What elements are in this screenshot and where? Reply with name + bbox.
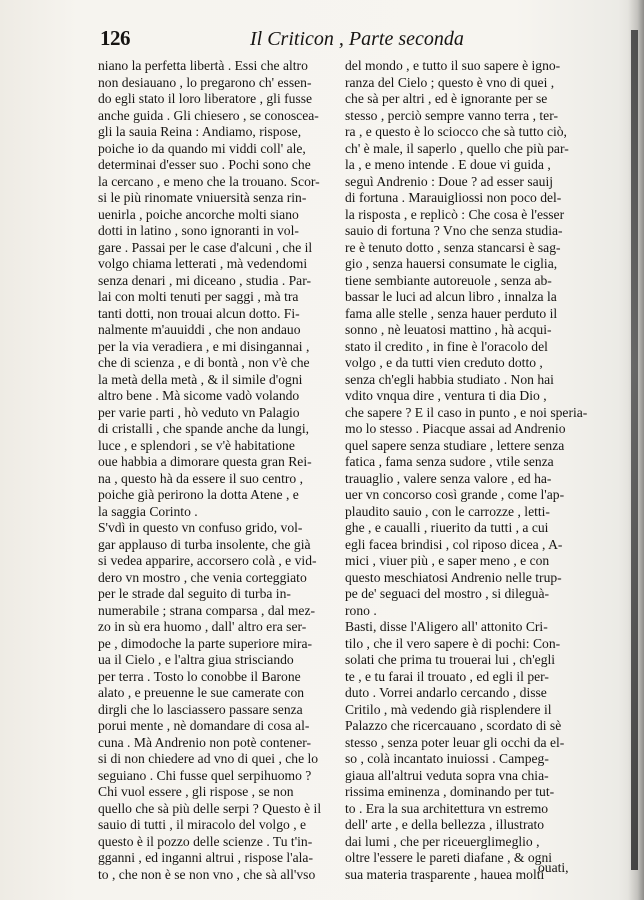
text-line: la , e meno intende . E doue vi guida , [345,157,551,172]
text-line: poiche già perirono la dotta Atene , e [98,487,299,502]
text-line: seguiano . Chi fusse quel serpihuomo ? [98,767,312,783]
text-line: to . Era la sua architettura vn estremo [345,800,549,816]
text-line: la saggia Corinto . [98,503,198,519]
text-line: ranza del Cielo ; questo è vno di quei , [345,74,555,90]
text-line: solati che prima tu trouerai lui , ch'egli [345,652,556,667]
text-line: si di non chiedere ad vno di quei , che lo [98,751,319,766]
text-line: ra , e questo è lo sciocco che sà tutto ciò, [345,124,567,139]
text-line: sonno , nè leuatosi mattino , hà acqui- [345,322,552,337]
text-line: poiche io da quando mi viddi coll' ale, [98,140,306,156]
text-line: pe de' seguaci del mostro , si dileguà- [345,586,550,601]
text-line: so , colà incantato inuiossi . Campeg- [345,751,549,766]
text-line: sauio di fortuna ? Vno che senza studia- [345,223,563,238]
text-line: rono . [345,602,377,618]
text-line: la cercano , e meno che la trouano. Scor- [98,173,320,189]
text-line: seguì Andrenio : Doue ? ad esser sauij [345,173,554,189]
text-line: volgo , e da tutti vien creduto dotto , [345,355,543,370]
text-line: stesso , perciò sempre vanno terra , ter- [345,107,558,123]
text-line: rissima eminenza , dominando per tut- [345,784,555,799]
text-line: Palazzo che ricercauano , scordato di sè [345,718,562,733]
text-line: sua materia trasparente , hauea molti [345,866,545,882]
text-line: gar applauso di turba insolente, che già [98,536,311,552]
text-line: per varie parti , hò veduto vn Palagio [98,404,300,420]
text-line: oue habbia a dimorare questa gran Rei- [98,454,312,469]
text-line: Basti, disse l'Aligero all' attonito Cri- [345,619,548,634]
text-line: gare . Passai per le case d'alcuni , che il [98,239,313,255]
text-line: bassar le luci ad alcun libro , innalza la [345,289,557,304]
text-line: la metà della metà , & il simile d'ogni [98,371,303,387]
text-line: oltre l'essere le pareti diafane , & ogni [345,850,553,865]
text-line: giaua all'altrui veduta sopra vna chia- [345,767,549,783]
text-line: numerabile ; strana comparsa , dal mez- [98,602,316,618]
text-line: per la via veradiera , e mi disingannai , [98,338,310,354]
text-line: porui mente , nè domandare di cosa al- [98,718,310,733]
text-line: stesso , senza poter leuar gli occhi da el- [345,734,565,750]
text-line: questo è il pozzo delle scienze . Tu t'in- [98,833,313,849]
text-line: senza denari , mi diceano , studia . Par- [98,272,311,288]
text-line: questo meschiatosi Andrenio nelle trup- [345,569,562,585]
text-line: di cristalli , che spande anche da lungi, [98,421,310,436]
binding-edge [631,30,638,870]
text-line: re è tenuto dotto , senza stancarsi è sag- [345,239,561,255]
text-line: si le più rinomate vniuersità senza rin- [98,190,307,205]
text-line: anche guida . Gli chiesero , se conoscea- [98,107,319,123]
text-line: lai con molti tenuti per saggi , mà tra [98,289,299,304]
text-line: tilo , che il vero sapere è di pochi: Con- [345,635,561,651]
right-text-column [345,58,593,883]
text-line: Critilo , mà vedendo già risplendere il [345,701,552,717]
text-line: niano la perfetta libertà . Essi che altro [98,58,308,73]
text-line: non desiauano , lo pregarono ch' essen- [98,74,312,90]
text-line: ghe , e caualli , riuerito da tutti , a cui [345,520,549,535]
text-line: di fortuna . Marauigliossi non poco del- [345,190,562,205]
text-line: dero vn mostro , che venia corteggiato [98,569,307,585]
text-line: vdito vnqua dire , ventura ti dia Dio , [345,388,547,403]
text-line: mici , viuer più , e saper meno , e con [345,553,550,568]
text-line: sauio di tutti , il miracolo del volgo , e [98,817,307,832]
text-line: dai lumi , che per riceuerglimeglio , [345,833,540,849]
text-line: altro bene . Mà sicome vadò volando [98,388,300,403]
text-line: uenirla , poiche ancorche molti siano [98,206,299,222]
text-line: dell' arte , e della bellezza , illustrato [345,817,545,832]
text-line: quel sapere senza studiare , lettere senza [345,437,565,453]
text-line: alato , e preuenne le sue camerate con [98,685,305,700]
text-line: pe , dimodoche la parte superiore mira- [98,635,313,651]
text-line: egli facea brindisi , col riposo dicea , A- [345,536,563,552]
text-line: dotti in latino , sono ignoranti in vol- [98,223,299,238]
text-line: ch' è male, il saperlo , quello che più par- [345,140,569,156]
text-line: gli la sauia Reina : Andiamo, rispose, [98,124,302,139]
left-text-column [98,58,340,883]
text-line: fama alle stelle , senza hauer perduto il [345,305,558,321]
text-line: zo in sù era huomo , dall' altro era ser- [98,619,307,634]
text-line: uer vn concorso così grande , come l'ap- [345,487,565,502]
text-line: plaudito sauio , con le carrozze , letti- [345,503,550,519]
text-line: tanti dotti, non trouai alcun dotto. Fi- [98,305,300,321]
text-line: quello che sà più delle serpi ? Questo è il [98,800,322,816]
text-line: S'vdì in questo vn confuso grido, vol- [98,520,303,535]
text-line: luce , e splendori , se v'è habitatione [98,437,295,453]
text-line: senza ch'egli habbia studiato . Non hai [345,371,554,387]
text-line: gio , senza hauersi consumate le ciglia, [345,256,558,271]
text-line: dirgli che lo lasciassero passare senza [98,701,303,717]
text-line: determinai d'esser suo . Pochi sono che [98,157,311,172]
text-line: duto . Vorrei andarlo cercando , disse [345,685,547,700]
text-line: stato il credito , in fine è l'oracolo del [345,338,548,354]
text-line: che sapere ? E il caso in punto , e noi speria- [345,404,588,420]
text-line: che di scienza , e di bontà , non v'è che [98,355,310,370]
page-header [100,26,570,52]
text-line: te , e tu farai il trouato , ed egli il per- [345,668,549,684]
text-line: to , che non è se non vno , che sà all'vso [98,866,316,882]
text-line: na , questo hà da essere il suo centro , [98,470,303,486]
catchword: ouati, [538,860,569,875]
running-title: Il Criticon , Parte seconda [250,28,464,50]
text-line: mo lo stesso . Piacque assai ad Andrenio [345,421,566,436]
text-line: che sà per altri , ed è ignorante per se [345,91,548,106]
page-number: 126 [100,26,130,50]
text-line: per le strade dal seguito di turba in- [98,586,291,601]
text-line: si vedea apparire, accorsero colà , e vid- [98,553,317,568]
text-line: ua il Cielo , e l'altra giua strisciando [98,652,294,667]
text-line: tiene sembiante autoreuole , senza ab- [345,272,552,288]
text-line: fatica , fama senza sudore , vtile senza [345,454,554,469]
text-line: do egli stato il loro liberatore , gli fusse [98,91,313,106]
text-line: Chi vuol essere , gli rispose , se non [98,784,294,799]
text-line: gganni , ed inganni altrui , rispose l'ala- [98,850,313,865]
text-line: nalmente m'auuiddi , che non andauo [98,322,301,337]
text-line: la risposta , e replicò : Che cosa è l'esser [345,206,565,222]
text-line: trauaglio , valere senza valore , ed ha- [345,470,552,486]
text-line: volgo chiama letterati , mà vedendomi [98,256,308,271]
text-line: per terra . Tosto lo conobbe il Barone [98,668,301,684]
text-line: cuna . Mà Andrenio non potè contener- [98,734,312,750]
text-line: del mondo , e tutto il suo sapere è igno- [345,58,561,73]
